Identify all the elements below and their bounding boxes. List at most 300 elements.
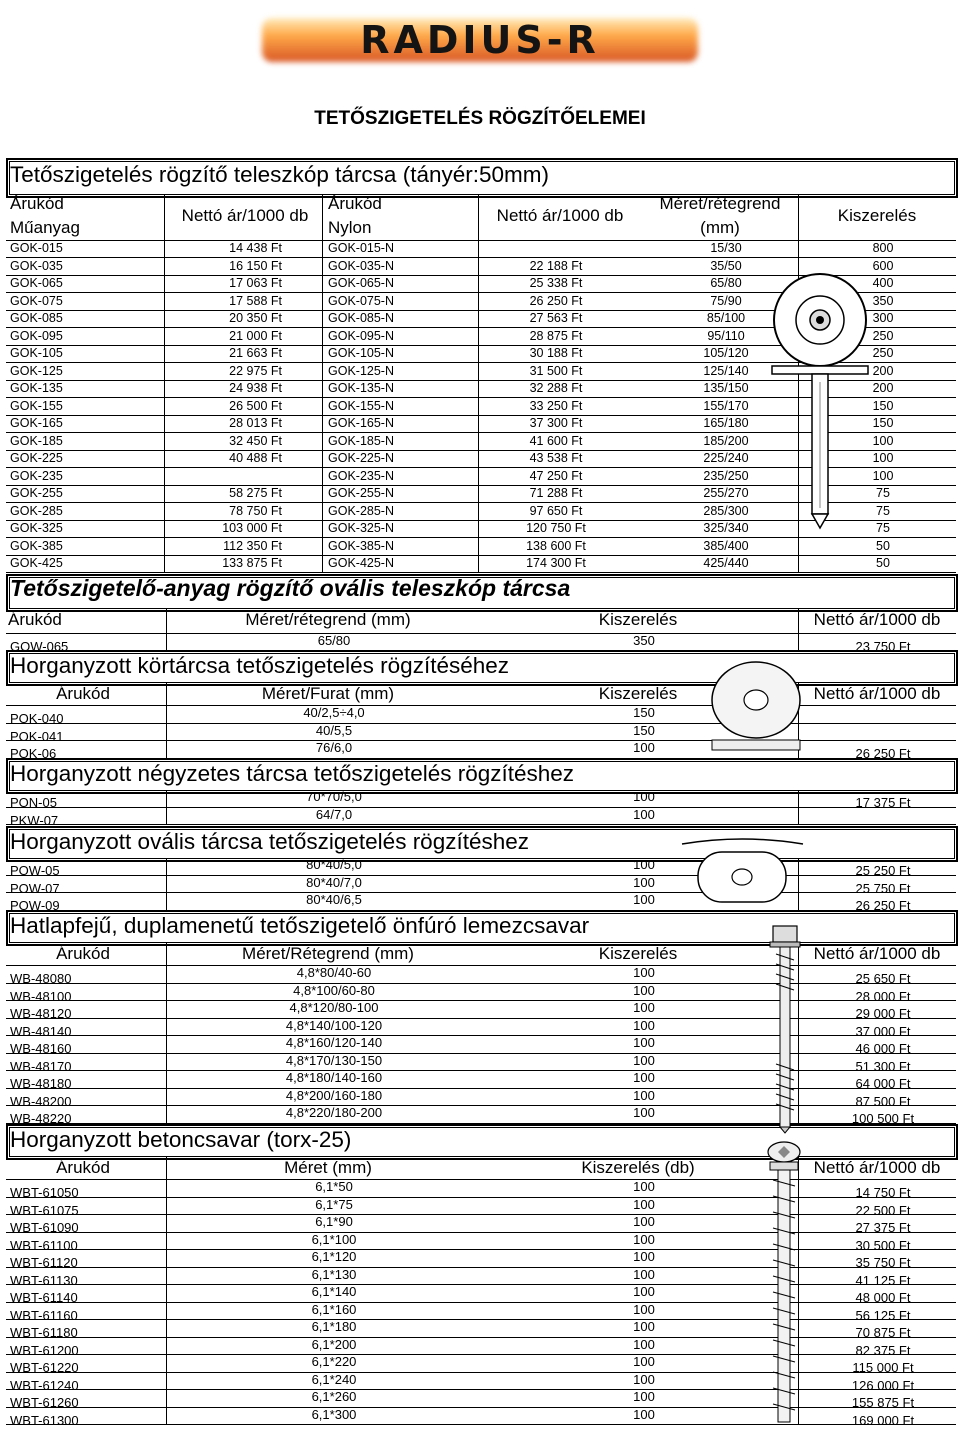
table-cell: GOK-385-N: [328, 538, 394, 553]
table-cell: GOK-165-N: [328, 416, 394, 430]
table-cell: [486, 240, 626, 257]
table-cell: 80*40/5,0: [306, 857, 362, 872]
table-cell: 65/80: [710, 276, 742, 290]
column-header: Árukód: [56, 944, 110, 963]
table-cell: 385/400: [703, 538, 749, 553]
table-cell: 82 375 Ft: [855, 1342, 911, 1358]
table-cell: 250: [872, 328, 894, 343]
table-cell: GOK-075: [10, 293, 63, 308]
table-cell: 425/440: [703, 556, 749, 570]
table-cell: GOK-035-N: [328, 258, 394, 273]
table-cell: 40 488 Ft: [229, 451, 282, 465]
table-cell: WBT-61130: [10, 1272, 78, 1288]
table-cell: 350: [633, 633, 655, 648]
table-cell: 64/7,0: [315, 806, 353, 822]
table-cell: 100: [633, 1336, 655, 1352]
table-cell: 87 500 Ft: [855, 1093, 911, 1109]
table-cell: GOK-135: [10, 381, 63, 395]
column-header: Nettó ár/1000 db: [813, 684, 941, 703]
table-cell: 100: [633, 1070, 655, 1085]
table-cell: 26 250 Ft: [529, 293, 583, 308]
table-cell: 76/6,0: [315, 740, 353, 755]
table-cell: WB-48140: [10, 1023, 72, 1039]
column-header: Méret/Furat (mm): [261, 684, 395, 703]
table-cell: 50: [876, 538, 890, 553]
hex-screw-icon: [768, 924, 802, 1134]
header-rule: [6, 222, 956, 241]
column-header: Kiszerelés: [598, 944, 678, 963]
table-cell: 6,1*260: [311, 1389, 357, 1404]
table-cell: WBT-61120: [10, 1255, 78, 1270]
table-cell: 4,8*180/140-160: [285, 1070, 383, 1085]
table-cell: 800: [872, 241, 894, 255]
table-cell: GOK-325-N: [328, 521, 394, 535]
table-cell: 6,1*90: [315, 1214, 353, 1229]
table-cell: WBT-61140: [10, 1290, 78, 1305]
table-cell: GOK-425-N: [328, 556, 394, 570]
table-cell: GOK-135-N: [328, 381, 394, 395]
table-cell: WBT-61075: [10, 1202, 79, 1218]
column-header: Méret (mm): [284, 1158, 372, 1177]
column-header: Nylon: [328, 218, 372, 237]
table-cell: 22 500 Ft: [855, 1202, 911, 1218]
table-cell: 27 375 Ft: [855, 1220, 911, 1235]
table-cell: 28 013 Ft: [229, 416, 282, 430]
table-cell: 169 000 Ft: [851, 1412, 915, 1428]
table-cell: GOK-095-N: [328, 328, 394, 343]
table-cell: 126 000 Ft: [851, 1377, 915, 1393]
table-cell: 100: [633, 1406, 655, 1422]
table-cell: GOK-155: [10, 398, 63, 413]
table-cell: 30 500 Ft: [855, 1237, 911, 1253]
table-cell: 100: [633, 740, 655, 755]
table-cell: WBT-61220: [10, 1360, 79, 1375]
table-cell: 100: [633, 806, 655, 822]
table-cell: WB-48080: [10, 971, 72, 986]
table-cell: 120 750 Ft: [526, 521, 586, 535]
table-cell: 165/180: [703, 416, 749, 430]
table-cell: 100: [872, 433, 894, 448]
table-cell: 25 250 Ft: [855, 863, 911, 878]
table-cell: 6,1*120: [311, 1249, 357, 1264]
table-cell: 58 275 Ft: [229, 486, 282, 500]
table-cell: GOK-085: [10, 311, 63, 325]
table-cell: GOK-015-N: [328, 241, 394, 255]
table-cell: GOK-385: [10, 538, 63, 553]
table-row: [6, 808, 956, 826]
table-cell: WB-48170: [10, 1058, 72, 1074]
table-row: [6, 538, 956, 556]
table-cell: 26 250 Ft: [855, 746, 911, 761]
table-cell: 48 000 Ft: [855, 1290, 911, 1305]
table-cell: 125/140: [703, 363, 749, 378]
table-cell: 150: [633, 705, 655, 720]
table-cell: 135/150: [703, 381, 749, 395]
table-cell: 100: [633, 1266, 655, 1282]
table-cell: 138 600 Ft: [526, 538, 586, 553]
column-divider: [166, 790, 167, 825]
column-header: Kiszerelés: [598, 684, 678, 703]
table-cell: 250: [872, 346, 894, 360]
table-cell: 115 000 Ft: [852, 1360, 914, 1375]
table-cell: 25 750 Ft: [855, 880, 911, 896]
table-cell: 100: [633, 982, 655, 998]
table-cell: GOK-255: [10, 486, 63, 500]
table-cell: WBT-61260: [10, 1395, 79, 1410]
table-cell: GOK-165: [10, 416, 63, 430]
table-cell: 33 250 Ft: [529, 398, 583, 413]
column-header: Árukód: [10, 194, 64, 213]
column-header: Méret/Rétegrend (mm): [242, 944, 414, 963]
table-cell: POW-09: [10, 898, 60, 913]
table-cell: 100: [633, 1371, 655, 1387]
table-cell: 6,1*140: [311, 1284, 357, 1299]
table-cell: 133 875 Ft: [222, 556, 282, 570]
table-cell: WB-48160: [10, 1041, 72, 1056]
table-cell: 17 375 Ft: [855, 795, 911, 810]
table-cell: 6,1*100: [311, 1231, 357, 1247]
column-header: Árukód: [8, 610, 62, 629]
table-cell: 325/340: [703, 521, 749, 535]
table-cell: GOK-125: [10, 363, 63, 378]
table-cell: 50: [876, 556, 890, 570]
table-cell: 105/120: [703, 346, 749, 360]
table-cell: 100: [633, 1284, 655, 1299]
column-header: Kiszerelés (db): [581, 1158, 695, 1177]
column-header: Kiszerelés: [837, 206, 917, 225]
table-cell: 70 875 Ft: [855, 1325, 911, 1340]
section-title: Horganyzott betoncsavar (torx-25): [10, 1127, 352, 1152]
table-cell: 100: [633, 1052, 655, 1068]
table-cell: 95/110: [707, 328, 745, 343]
table-cell: GOK-065-N: [328, 276, 394, 290]
column-divider: [166, 942, 167, 1124]
table-cell: 75: [876, 486, 890, 500]
table-cell: 85/100: [706, 311, 746, 325]
table-cell: WBT-61300: [10, 1412, 79, 1428]
table-cell: WB-48120: [10, 1006, 72, 1021]
table-cell: GOK-285: [10, 503, 63, 518]
table-cell: 65/80: [317, 633, 351, 648]
table-cell: 25 338 Ft: [529, 276, 583, 290]
table-cell: 80*40/7,0: [306, 874, 362, 890]
table-cell: POK-06: [10, 746, 57, 761]
table-cell: 285/300: [703, 503, 749, 518]
table-cell: 64 000 Ft: [855, 1076, 911, 1091]
table-cell: GOK-035: [10, 258, 63, 273]
table-cell: 100: [872, 468, 894, 483]
table-cell: 200: [872, 363, 894, 378]
round-washer-icon: [708, 660, 804, 760]
table-cell: GOK-065: [10, 276, 63, 290]
table-cell: GOK-255-N: [328, 486, 394, 500]
table-cell: GOK-015: [10, 241, 63, 255]
radius-r-logo: [262, 18, 698, 62]
table-cell: WBT-61090: [10, 1220, 79, 1235]
table-cell: 150: [872, 398, 894, 413]
table-cell: 26 250 Ft: [855, 898, 911, 913]
column-divider: [166, 1156, 167, 1425]
table-cell: 100: [633, 789, 655, 804]
table-row: [6, 555, 956, 573]
table-cell: 6,1*50: [315, 1179, 353, 1194]
column-divider: [798, 790, 799, 825]
table-cell: 200: [872, 381, 894, 395]
table-cell: 225/240: [703, 451, 749, 465]
table-cell: 46 000 Ft: [855, 1041, 911, 1056]
table-cell: 28 875 Ft: [529, 328, 583, 343]
table-cell: 185/200: [703, 433, 749, 448]
table-cell: 4,8*100/60-80: [293, 982, 375, 998]
table-cell: 6,1*300: [311, 1406, 357, 1422]
table-cell: 75: [876, 521, 890, 535]
table-cell: 14 438 Ft: [229, 241, 282, 255]
table-cell: 100: [633, 1319, 655, 1334]
column-divider: [798, 608, 799, 652]
column-divider: [478, 194, 479, 572]
table-cell: 4,8*140/100-120: [285, 1017, 383, 1033]
table-cell: 37 000 Ft: [855, 1023, 911, 1039]
section-title: Hatlapfejű, duplamenetű tetőszigetelő önfúró lemezcsavar: [10, 913, 590, 938]
table-cell: 22 975 Ft: [229, 363, 282, 378]
table-cell: 15/30: [710, 241, 742, 255]
table-cell: GOK-185-N: [328, 433, 394, 448]
table-cell: 24 938 Ft: [229, 381, 282, 395]
table-cell: 56 125 Ft: [855, 1307, 911, 1323]
table-cell: 350: [872, 293, 894, 308]
table-cell: 28 000 Ft: [855, 988, 911, 1004]
table-cell: 75/90: [710, 293, 742, 308]
table-cell: 21 000 Ft: [229, 328, 282, 343]
section-title: Tetőszigetelés rögzítő teleszkóp tárcsa (tányér:50mm): [10, 162, 549, 187]
table-cell: 35 750 Ft: [855, 1255, 911, 1270]
table-cell: GOK-225-N: [328, 451, 394, 465]
table-cell: 4,8*80/40-60: [296, 965, 372, 980]
table-cell: 51 300 Ft: [855, 1058, 911, 1074]
table-cell: 100: [633, 1389, 655, 1404]
table-cell: 21 663 Ft: [229, 346, 282, 360]
table-cell: 100: [633, 1105, 655, 1120]
table-cell: 6,1*75: [315, 1196, 353, 1212]
table-cell: GOK-095: [10, 328, 63, 343]
table-cell: GOK-085-N: [328, 311, 394, 325]
table-cell: GOK-235: [10, 468, 63, 483]
table-cell: 6,1*160: [311, 1301, 357, 1317]
table-cell: GOK-105: [10, 346, 63, 360]
table-cell: GOK-235-N: [328, 468, 394, 483]
table-cell: WB-48100: [10, 988, 72, 1004]
oval-washer-icon: [680, 838, 805, 908]
table-cell: 6,1*180: [311, 1319, 357, 1334]
logo-text: RADIUS-R: [360, 18, 600, 62]
table-cell: 100: [633, 1087, 655, 1103]
table-cell: 100: [633, 1179, 655, 1194]
table-cell: GOK-075-N: [328, 293, 394, 308]
column-header: Műanyag: [10, 218, 80, 237]
table-cell: 32 450 Ft: [229, 433, 282, 448]
table-cell: 4,8*170/130-150: [285, 1052, 383, 1068]
table-cell: 14 750 Ft: [855, 1185, 911, 1200]
table-cell: 6,1*130: [311, 1266, 357, 1282]
section-title: Horganyzott négyzetes tárcsa tetőszigetelés rögzítéshez: [10, 761, 575, 786]
table-cell: 6,1*240: [311, 1371, 357, 1387]
table-cell: 71 288 Ft: [529, 486, 583, 500]
table-cell: 150: [633, 722, 655, 738]
table-cell: 600: [872, 258, 894, 273]
table-cell: WBT-61100: [10, 1237, 78, 1253]
table-cell: 100: [633, 1017, 655, 1033]
table-cell: 32 288 Ft: [529, 381, 583, 395]
column-header: Méret/rétegrend: [659, 194, 781, 213]
section-title: Horganyzott ovális tárcsa tetőszigetelés rögzítéshez: [10, 829, 530, 854]
table-cell: 112 350 Ft: [223, 538, 282, 553]
table-cell: 100: [633, 874, 655, 890]
table-cell: 150: [872, 416, 894, 430]
column-header: (mm): [700, 218, 740, 237]
table-cell: 41 600 Ft: [529, 433, 583, 448]
column-header: Nettó ár/1000 db: [813, 610, 941, 629]
table-cell: GOW-065: [10, 639, 69, 654]
table-cell: PKW-07: [10, 812, 59, 828]
table-cell: WB-48180: [10, 1076, 72, 1091]
table-cell: 6,1*200: [311, 1336, 357, 1352]
column-header: Nettó ár/1000 db: [496, 206, 624, 225]
table-cell: 100: [633, 1231, 655, 1247]
table-cell: 100: [633, 857, 655, 872]
header-rule: [6, 942, 956, 966]
table-cell: 20 350 Ft: [229, 311, 282, 325]
table-cell: GOK-425: [10, 556, 63, 570]
table-cell: 155 875 Ft: [851, 1395, 915, 1410]
table-row: [6, 893, 956, 911]
column-divider: [166, 858, 167, 911]
table-cell: 25 650 Ft: [855, 971, 911, 986]
table-cell: 23 750 Ft: [855, 639, 911, 654]
table-cell: 6,1*220: [311, 1354, 357, 1369]
header-rule: [6, 608, 956, 634]
table-cell: 100: [633, 1000, 655, 1015]
table-cell: GOK-325: [10, 521, 63, 535]
page-title: TETŐSZIGETELÉS RÖGZÍTŐELEMEI: [314, 108, 646, 129]
table-cell: 100: [633, 892, 655, 907]
column-divider: [166, 682, 167, 759]
table-cell: 155/170: [703, 398, 749, 413]
table-cell: 97 650 Ft: [529, 503, 583, 518]
table-cell: WBT-61180: [10, 1325, 78, 1340]
table-cell: 37 300 Ft: [529, 416, 583, 430]
table-row: [6, 1408, 956, 1426]
table-cell: GOK-225: [10, 451, 63, 465]
table-cell: 235/250: [703, 468, 749, 483]
table-row: [6, 240, 956, 258]
table-cell: 70*70/5,0: [306, 789, 362, 804]
column-divider: [166, 608, 167, 652]
table-cell: 26 500 Ft: [229, 398, 282, 413]
column-header: Árukód: [56, 684, 110, 703]
table-cell: 4,8*220/180-200: [285, 1105, 383, 1120]
header-rule: [6, 1156, 956, 1180]
table-cell: 31 500 Ft: [529, 363, 583, 378]
section-title: Tetőszigetelő-anyag rögzítő ovális teleszkóp tárcsa: [10, 575, 571, 601]
table-cell: 47 250 Ft: [529, 468, 583, 483]
table-cell: [172, 468, 282, 485]
table-cell: 41 125 Ft: [855, 1272, 911, 1288]
section-title: Horganyzott körtárcsa tetőszigetelés rögzítéséhez: [10, 653, 509, 678]
table-cell: 4,8*120/80-100: [289, 1000, 379, 1015]
table-cell: 4,8*160/120-140: [285, 1035, 383, 1050]
table-cell: POK-040: [10, 711, 64, 726]
table-cell: 100 500 Ft: [851, 1111, 915, 1126]
table-cell: 100: [633, 1196, 655, 1212]
table-cell: WB-48220: [10, 1111, 72, 1126]
table-row: [6, 741, 956, 759]
table-cell: 40/2,5÷4,0: [303, 705, 365, 720]
table-cell: GOK-185: [10, 433, 63, 448]
table-cell: GOK-105-N: [328, 346, 394, 360]
column-header: Nettó ár/1000 db: [181, 206, 309, 225]
table-cell: 174 300 Ft: [526, 556, 586, 570]
table-cell: 35/50: [710, 258, 742, 273]
table-cell: 27 563 Ft: [529, 311, 583, 325]
telescopic-washer-icon: [770, 272, 870, 532]
table-cell: 100: [633, 1214, 655, 1229]
column-header: Árukód: [56, 1158, 110, 1177]
table-cell: PON-05: [10, 795, 57, 810]
column-header: Méret/rétegrend (mm): [245, 610, 411, 629]
table-cell: 40/5,5: [315, 722, 353, 738]
column-divider: [164, 194, 165, 572]
table-cell: GOK-125-N: [328, 363, 394, 378]
table-cell: 100: [633, 965, 655, 980]
table-cell: WBT-61050: [10, 1185, 79, 1200]
table-cell: 43 538 Ft: [529, 451, 583, 465]
table-cell: POK-041: [10, 728, 64, 744]
table-cell: 80*40/6,5: [306, 892, 362, 907]
table-cell: 29 000 Ft: [855, 1006, 911, 1021]
table-cell: 103 000 Ft: [222, 521, 282, 535]
table-cell: 100: [633, 1035, 655, 1050]
table-cell: 75: [876, 503, 890, 518]
table-cell: WBT-61160: [10, 1307, 78, 1323]
table-cell: 100: [633, 1301, 655, 1317]
table-cell: GOK-155-N: [328, 398, 394, 413]
column-header: Árukód: [328, 194, 382, 213]
table-cell: 16 150 Ft: [229, 258, 282, 273]
table-cell: 17 588 Ft: [229, 293, 282, 308]
table-cell: 100: [633, 1354, 655, 1369]
table-cell: WBT-61200: [10, 1342, 79, 1358]
table-cell: 30 188 Ft: [529, 346, 583, 360]
table-row: [6, 1106, 956, 1124]
table-cell: 400: [872, 276, 894, 290]
table-cell: 17 063 Ft: [229, 276, 282, 290]
table-cell: 100: [872, 451, 894, 465]
table-cell: 78 750 Ft: [229, 503, 282, 518]
column-divider: [322, 194, 323, 572]
column-header: Kiszerelés: [598, 610, 678, 629]
table-cell: 300: [872, 311, 894, 325]
torx-concrete-screw-icon: [766, 1140, 802, 1428]
table-cell: WBT-61240: [10, 1377, 79, 1393]
header-rule: [6, 682, 956, 706]
table-cell: 255/270: [703, 486, 749, 500]
table-cell: 100: [633, 1249, 655, 1264]
column-header: Nettó ár/1000 db: [813, 1158, 941, 1177]
table-cell: POW-07: [10, 880, 60, 896]
table-cell: 4,8*200/160-180: [285, 1087, 383, 1103]
column-header: Nettó ár/1000 db: [813, 944, 941, 963]
table-cell: 22 188 Ft: [529, 258, 583, 273]
